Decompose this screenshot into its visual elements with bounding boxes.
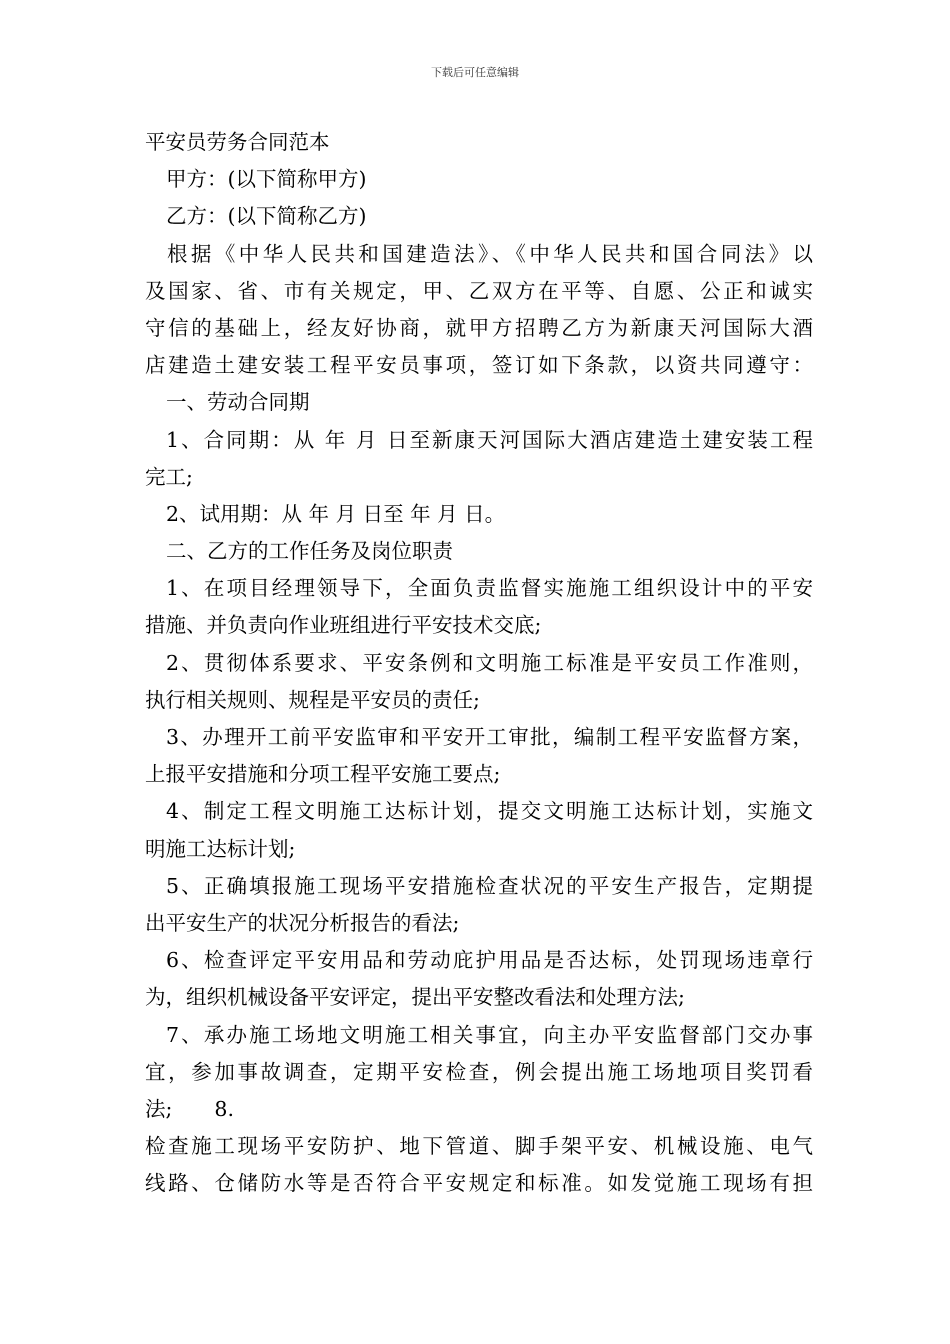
document-title: 平安员劳务合同范本 [145, 130, 330, 154]
section-heading: 一、劳动合同期 [166, 390, 310, 415]
duty-line-end: 法; [145, 1096, 173, 1121]
duty-line: 措施、并负责向作业班组进行平安技术交底; [145, 613, 542, 638]
duty-line: 5、正确填报施工现场平安措施检查状况的平安生产报告，定期提 [166, 873, 813, 898]
document-body [145, 124, 813, 1202]
duty-line: 执行相关规则、规程是平安员的责任; [145, 687, 480, 712]
preamble-line: 根据《中华人民共和国建造法》、《中华人民共和国合同法》以 [167, 241, 813, 266]
clause-line: 完工; [145, 464, 193, 489]
duty-line: 明施工达标计划; [145, 836, 296, 861]
duty-line: 2、贯彻体系要求、平安条例和文明施工标准是平安员工作准则， [166, 650, 813, 675]
duty-line: 上报平安措施和分项工程平安施工要点; [145, 762, 501, 787]
party-a-line: 甲方：(以下简称甲方) [166, 167, 367, 192]
duty-line: 3、办理开工前平安监审和平安开工审批，编制工程平安监督方案， [166, 725, 813, 749]
clause-line: 2、试用期：从 年 月 日至 年 月 日。 [166, 501, 506, 526]
duty-line: 1、在项目经理领导下，全面负责监督实施施工组织设计中的平安 [166, 576, 813, 601]
duty-line-split [145, 1091, 813, 1128]
duty-line: 6、检查评定平安用品和劳动庇护用品是否达标，处罚现场违章行 [166, 948, 813, 973]
duty-line: 宜，参加事故调查，定期平安检查，例会提出施工场地项目奖罚看 [145, 1059, 813, 1084]
duty-line: 7、承办施工场地文明施工相关事宜，向主办平安监督部门交办事 [166, 1022, 813, 1047]
page-header: 下载后可任意编辑 [431, 66, 519, 79]
preamble-line: 店建造土建安装工程平安员事项，签订如下条款，以资共同遵守： [145, 353, 813, 378]
duty-line: 检查施工现场平安防护、地下管道、脚手架平安、机械设施、电气 [145, 1134, 813, 1159]
preamble-line: 及国家、省、市有关规定，甲、乙双方在平等、自愿、公正和诚实 [145, 278, 813, 303]
clause-line: 1、合同期：从 年 月 日至新康天河国际大酒店建造土建安装工程 [166, 427, 813, 452]
section-heading: 二、乙方的工作任务及岗位职责 [166, 539, 453, 564]
preamble-line: 守信的基础上，经友好协商，就甲方招聘乙方为新康天河国际大酒 [145, 315, 813, 340]
party-b-line: 乙方：(以下简称乙方) [166, 204, 367, 229]
duty-line: 出平安生产的状况分析报告的看法; [145, 910, 460, 935]
item-number: 8. [214, 1096, 234, 1121]
duty-line: 4、制定工程文明施工达标计划，提交文明施工达标计划，实施文 [166, 799, 813, 824]
duty-line: 线路、仓储防水等是否符合平安规定和标准。如发觉施工现场有担 [145, 1171, 813, 1196]
duty-line: 为，组织机械设备平安评定，提出平安整改看法和处理方法; [145, 985, 685, 1010]
